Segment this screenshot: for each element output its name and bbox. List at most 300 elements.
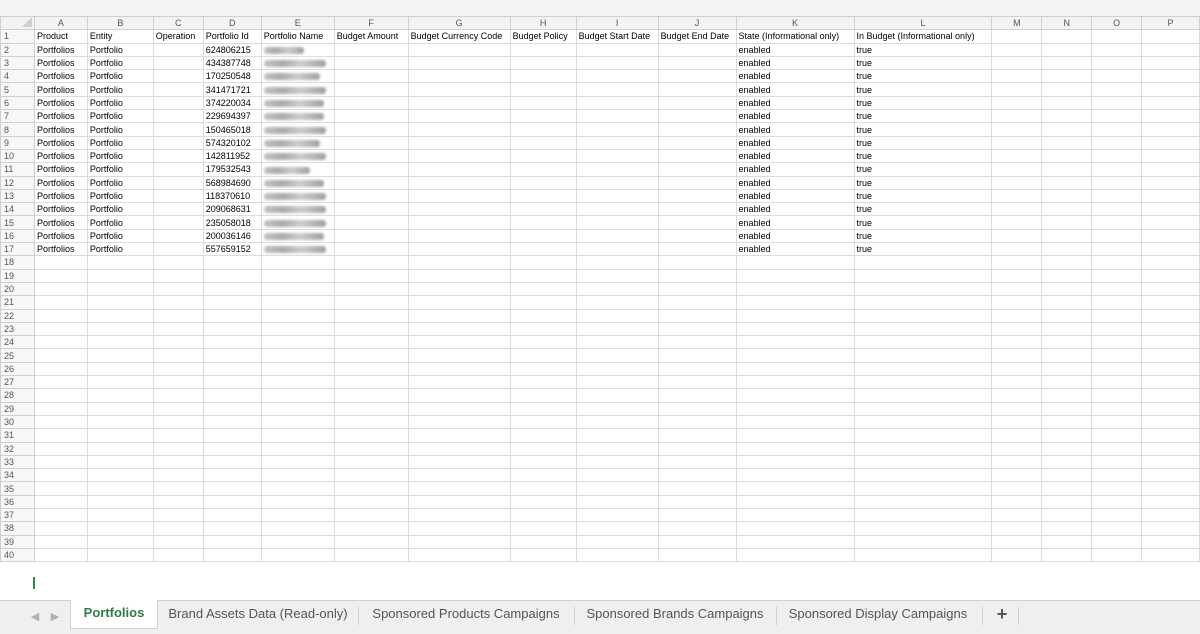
cell[interactable] — [992, 269, 1042, 282]
cell[interactable] — [1092, 83, 1142, 96]
cell[interactable] — [736, 508, 854, 521]
cell[interactable] — [1092, 282, 1142, 295]
cell[interactable] — [34, 495, 87, 508]
cell[interactable] — [34, 362, 87, 375]
row-header[interactable]: 37 — [1, 508, 35, 521]
cell[interactable] — [510, 415, 576, 428]
cell[interactable]: Portfolios — [34, 43, 87, 56]
cell[interactable] — [408, 535, 510, 548]
cell[interactable] — [576, 349, 658, 362]
cell[interactable]: Portfolio — [87, 176, 153, 189]
cell[interactable] — [658, 522, 736, 535]
cell[interactable] — [736, 442, 854, 455]
cell[interactable] — [576, 469, 658, 482]
cell[interactable] — [510, 203, 576, 216]
cell[interactable] — [510, 522, 576, 535]
cell[interactable] — [87, 455, 153, 468]
cell[interactable] — [34, 282, 87, 295]
cell[interactable] — [1092, 203, 1142, 216]
cell[interactable]: Product — [34, 30, 87, 43]
cell[interactable] — [261, 336, 334, 349]
cell[interactable] — [658, 442, 736, 455]
cell[interactable] — [203, 455, 261, 468]
cell[interactable] — [334, 123, 408, 136]
row-header[interactable]: 5 — [1, 83, 35, 96]
cell[interactable] — [153, 349, 203, 362]
cell[interactable] — [992, 402, 1042, 415]
cell[interactable] — [34, 296, 87, 309]
row-header[interactable]: 4 — [1, 70, 35, 83]
cell[interactable]: Portfolio — [87, 149, 153, 162]
cell[interactable] — [334, 216, 408, 229]
cell[interactable] — [736, 362, 854, 375]
cell[interactable] — [658, 70, 736, 83]
cell[interactable]: Entity — [87, 30, 153, 43]
cell[interactable]: enabled — [736, 136, 854, 149]
cell[interactable] — [576, 535, 658, 548]
cell[interactable] — [261, 389, 334, 402]
cell[interactable] — [854, 522, 992, 535]
cell[interactable] — [1042, 535, 1092, 548]
cell[interactable] — [576, 495, 658, 508]
cell[interactable] — [1142, 296, 1200, 309]
prev-sheet-arrow-icon[interactable]: ◀ — [30, 611, 40, 623]
cell[interactable] — [1092, 389, 1142, 402]
cell[interactable] — [854, 508, 992, 521]
cell[interactable]: Portfolio — [87, 110, 153, 123]
cell[interactable] — [334, 256, 408, 269]
cell[interactable] — [992, 70, 1042, 83]
cell[interactable] — [261, 429, 334, 442]
column-header[interactable]: K — [736, 17, 854, 30]
row-header[interactable]: 28 — [1, 389, 35, 402]
cell[interactable]: true — [854, 83, 992, 96]
cell[interactable] — [1142, 482, 1200, 495]
cell[interactable] — [34, 309, 87, 322]
cell[interactable] — [576, 402, 658, 415]
cell[interactable] — [408, 455, 510, 468]
cell[interactable] — [1142, 56, 1200, 69]
cell[interactable] — [408, 203, 510, 216]
cell[interactable] — [87, 336, 153, 349]
cell[interactable] — [87, 535, 153, 548]
cell[interactable]: enabled — [736, 203, 854, 216]
cell[interactable] — [87, 495, 153, 508]
cell[interactable] — [576, 309, 658, 322]
cell[interactable] — [510, 469, 576, 482]
cell[interactable]: true — [854, 110, 992, 123]
cell[interactable] — [1142, 322, 1200, 335]
cell[interactable] — [510, 282, 576, 295]
row-header[interactable]: 30 — [1, 415, 35, 428]
cell[interactable] — [34, 442, 87, 455]
cell[interactable]: In Budget (Informational only) — [854, 30, 992, 43]
row-header[interactable]: 10 — [1, 149, 35, 162]
cell[interactable] — [408, 83, 510, 96]
cell[interactable] — [1092, 256, 1142, 269]
cell[interactable] — [1092, 482, 1142, 495]
cell[interactable]: 209068631 — [203, 203, 261, 216]
cell[interactable]: 341471721 — [203, 83, 261, 96]
redacted-portfolio-name[interactable] — [261, 216, 334, 229]
cell[interactable] — [736, 535, 854, 548]
cell[interactable] — [658, 415, 736, 428]
cell[interactable] — [510, 548, 576, 561]
cell[interactable] — [992, 508, 1042, 521]
cell[interactable] — [203, 469, 261, 482]
cell[interactable] — [1042, 30, 1092, 43]
cell[interactable] — [736, 282, 854, 295]
cell[interactable]: enabled — [736, 123, 854, 136]
cell[interactable] — [153, 96, 203, 109]
cell[interactable] — [34, 322, 87, 335]
cell[interactable] — [153, 149, 203, 162]
cell[interactable] — [153, 469, 203, 482]
cell[interactable] — [736, 469, 854, 482]
cell[interactable] — [87, 429, 153, 442]
cell[interactable] — [992, 376, 1042, 389]
cell[interactable] — [334, 83, 408, 96]
cell[interactable] — [153, 189, 203, 202]
cell[interactable] — [854, 362, 992, 375]
cell[interactable]: enabled — [736, 229, 854, 242]
cell[interactable] — [334, 495, 408, 508]
cell[interactable]: 235058018 — [203, 216, 261, 229]
row-header[interactable]: 3 — [1, 56, 35, 69]
cell[interactable] — [992, 469, 1042, 482]
redacted-portfolio-name[interactable] — [261, 163, 334, 176]
cell[interactable] — [1042, 508, 1092, 521]
cell[interactable]: true — [854, 56, 992, 69]
cell[interactable] — [1092, 508, 1142, 521]
cell[interactable] — [736, 336, 854, 349]
cell[interactable]: Portfolio — [87, 123, 153, 136]
tab-portfolios[interactable]: Portfolios — [70, 600, 158, 629]
cell[interactable]: 142811952 — [203, 149, 261, 162]
cell[interactable] — [736, 269, 854, 282]
cell[interactable] — [992, 83, 1042, 96]
cell[interactable] — [992, 243, 1042, 256]
cell[interactable] — [658, 189, 736, 202]
cell[interactable]: enabled — [736, 243, 854, 256]
cell[interactable] — [1092, 149, 1142, 162]
cell[interactable] — [1042, 229, 1092, 242]
cell[interactable] — [510, 349, 576, 362]
cell[interactable] — [1142, 136, 1200, 149]
cell[interactable] — [334, 376, 408, 389]
cell[interactable] — [1142, 402, 1200, 415]
column-header[interactable]: I — [576, 17, 658, 30]
cell[interactable] — [334, 163, 408, 176]
cell[interactable] — [153, 362, 203, 375]
cell[interactable] — [576, 229, 658, 242]
cell[interactable]: Portfolio — [87, 56, 153, 69]
row-header[interactable]: 27 — [1, 376, 35, 389]
cell[interactable] — [1092, 163, 1142, 176]
cell[interactable] — [87, 376, 153, 389]
cell[interactable] — [1042, 110, 1092, 123]
cell[interactable] — [153, 243, 203, 256]
cell[interactable] — [576, 43, 658, 56]
cell[interactable] — [1042, 282, 1092, 295]
cell[interactable] — [408, 136, 510, 149]
cell[interactable] — [87, 442, 153, 455]
cell[interactable] — [1092, 376, 1142, 389]
cell[interactable] — [1092, 336, 1142, 349]
cell[interactable] — [658, 336, 736, 349]
cell[interactable] — [510, 123, 576, 136]
cell[interactable]: Portfolio — [87, 203, 153, 216]
cell[interactable] — [854, 455, 992, 468]
row-header[interactable]: 36 — [1, 495, 35, 508]
cell[interactable] — [576, 189, 658, 202]
row-header[interactable]: 31 — [1, 429, 35, 442]
cell[interactable] — [510, 189, 576, 202]
row-header[interactable]: 2 — [1, 43, 35, 56]
cell[interactable]: Portfolios — [34, 203, 87, 216]
cell[interactable] — [153, 216, 203, 229]
cell[interactable] — [576, 203, 658, 216]
cell[interactable] — [510, 296, 576, 309]
cell[interactable] — [153, 376, 203, 389]
row-header[interactable]: 26 — [1, 362, 35, 375]
cell[interactable] — [1092, 136, 1142, 149]
cell[interactable] — [658, 495, 736, 508]
cell[interactable] — [334, 110, 408, 123]
cell[interactable] — [658, 296, 736, 309]
cell[interactable] — [658, 389, 736, 402]
cell[interactable]: true — [854, 216, 992, 229]
cell[interactable]: 170250548 — [203, 70, 261, 83]
cell[interactable] — [1142, 189, 1200, 202]
cell[interactable] — [87, 548, 153, 561]
cell[interactable] — [408, 56, 510, 69]
cell[interactable] — [408, 149, 510, 162]
cell[interactable] — [1092, 123, 1142, 136]
cell[interactable] — [992, 110, 1042, 123]
cell[interactable]: Budget Currency Code — [408, 30, 510, 43]
redacted-portfolio-name[interactable] — [261, 56, 334, 69]
cell[interactable] — [334, 336, 408, 349]
cell[interactable]: true — [854, 189, 992, 202]
cell[interactable] — [408, 322, 510, 335]
cell[interactable]: true — [854, 243, 992, 256]
cell[interactable] — [510, 43, 576, 56]
cell[interactable] — [658, 176, 736, 189]
cell[interactable]: Portfolio — [87, 243, 153, 256]
cell[interactable]: true — [854, 43, 992, 56]
cell[interactable] — [1042, 415, 1092, 428]
cell[interactable]: Portfolio — [87, 189, 153, 202]
row-header[interactable]: 32 — [1, 442, 35, 455]
cell[interactable] — [854, 269, 992, 282]
cell[interactable] — [576, 96, 658, 109]
cell[interactable] — [510, 535, 576, 548]
cell[interactable]: Portfolios — [34, 149, 87, 162]
tab-sponsored-products-campaigns[interactable]: Sponsored Products Campaigns — [372, 606, 560, 621]
cell[interactable]: Budget Amount — [334, 30, 408, 43]
cell[interactable] — [34, 508, 87, 521]
cell[interactable] — [1092, 269, 1142, 282]
cell[interactable] — [408, 309, 510, 322]
cell[interactable] — [510, 256, 576, 269]
tab-sponsored-brands-campaigns[interactable]: Sponsored Brands Campaigns — [586, 606, 764, 621]
cell[interactable] — [87, 256, 153, 269]
cell[interactable] — [854, 256, 992, 269]
row-header[interactable]: 18 — [1, 256, 35, 269]
column-header[interactable]: E — [261, 17, 334, 30]
cell[interactable] — [334, 176, 408, 189]
cell[interactable] — [576, 123, 658, 136]
cell[interactable] — [87, 282, 153, 295]
cell[interactable] — [510, 56, 576, 69]
cell[interactable] — [1092, 96, 1142, 109]
cell[interactable]: Portfolio — [87, 43, 153, 56]
cell[interactable] — [1142, 229, 1200, 242]
row-header[interactable]: 19 — [1, 269, 35, 282]
cell[interactable] — [153, 296, 203, 309]
cell[interactable] — [658, 136, 736, 149]
cell[interactable] — [203, 508, 261, 521]
cell[interactable] — [1142, 376, 1200, 389]
cell[interactable] — [510, 176, 576, 189]
cell[interactable] — [153, 269, 203, 282]
cell[interactable] — [854, 535, 992, 548]
cell[interactable] — [203, 522, 261, 535]
cell[interactable] — [992, 389, 1042, 402]
cell[interactable] — [658, 349, 736, 362]
cell[interactable] — [1092, 349, 1142, 362]
cell[interactable] — [34, 482, 87, 495]
cell[interactable]: State (Informational only) — [736, 30, 854, 43]
cell[interactable] — [1142, 96, 1200, 109]
row-header[interactable]: 6 — [1, 96, 35, 109]
cell[interactable] — [408, 495, 510, 508]
cell[interactable] — [1092, 309, 1142, 322]
cell[interactable] — [261, 548, 334, 561]
cell[interactable] — [1042, 495, 1092, 508]
cell[interactable] — [34, 522, 87, 535]
row-header[interactable]: 25 — [1, 349, 35, 362]
cell[interactable] — [1042, 402, 1092, 415]
cell[interactable] — [203, 336, 261, 349]
cell[interactable] — [658, 535, 736, 548]
cell[interactable] — [658, 243, 736, 256]
cell[interactable]: 118370610 — [203, 189, 261, 202]
cell[interactable]: Portfolio — [87, 96, 153, 109]
cell[interactable] — [658, 110, 736, 123]
cell[interactable] — [1092, 176, 1142, 189]
cell[interactable] — [261, 442, 334, 455]
cell[interactable] — [736, 389, 854, 402]
cell[interactable] — [408, 296, 510, 309]
cell[interactable] — [736, 309, 854, 322]
cell[interactable] — [87, 482, 153, 495]
cell[interactable] — [1142, 522, 1200, 535]
cell[interactable] — [408, 123, 510, 136]
cell[interactable]: Portfolios — [34, 229, 87, 242]
cell[interactable] — [736, 349, 854, 362]
cell[interactable] — [510, 402, 576, 415]
cell[interactable] — [1092, 110, 1142, 123]
cell[interactable] — [1042, 469, 1092, 482]
tab-sponsored-display-campaigns[interactable]: Sponsored Display Campaigns — [788, 606, 968, 621]
row-header[interactable]: 7 — [1, 110, 35, 123]
row-header[interactable]: 40 — [1, 548, 35, 561]
row-header[interactable]: 34 — [1, 469, 35, 482]
cell[interactable] — [87, 402, 153, 415]
cell[interactable] — [1142, 309, 1200, 322]
cell[interactable] — [261, 282, 334, 295]
cell[interactable] — [87, 389, 153, 402]
cell[interactable] — [153, 389, 203, 402]
cell[interactable] — [992, 123, 1042, 136]
cell[interactable] — [1142, 389, 1200, 402]
cell[interactable] — [1142, 535, 1200, 548]
cell[interactable] — [1042, 136, 1092, 149]
cell[interactable] — [992, 229, 1042, 242]
cell[interactable] — [408, 243, 510, 256]
cell[interactable] — [34, 548, 87, 561]
cell[interactable] — [87, 415, 153, 428]
cell[interactable] — [1092, 442, 1142, 455]
cell[interactable] — [510, 482, 576, 495]
column-header[interactable]: H — [510, 17, 576, 30]
cell[interactable]: enabled — [736, 43, 854, 56]
cell[interactable]: 150465018 — [203, 123, 261, 136]
cell[interactable] — [334, 203, 408, 216]
column-header[interactable]: G — [408, 17, 510, 30]
cell[interactable] — [1142, 43, 1200, 56]
cell[interactable] — [854, 376, 992, 389]
cell[interactable] — [334, 229, 408, 242]
cell[interactable] — [510, 70, 576, 83]
cell[interactable] — [1042, 309, 1092, 322]
cell[interactable] — [510, 229, 576, 242]
cell[interactable] — [334, 429, 408, 442]
cell[interactable] — [153, 322, 203, 335]
cell[interactable] — [658, 269, 736, 282]
cell[interactable] — [992, 442, 1042, 455]
cell[interactable] — [87, 296, 153, 309]
cell[interactable] — [510, 429, 576, 442]
column-header[interactable]: P — [1142, 17, 1200, 30]
redacted-portfolio-name[interactable] — [261, 136, 334, 149]
cell[interactable] — [408, 96, 510, 109]
cell[interactable] — [576, 322, 658, 335]
cell[interactable] — [1142, 508, 1200, 521]
cell[interactable]: 434387748 — [203, 56, 261, 69]
cell[interactable] — [261, 495, 334, 508]
cell[interactable] — [153, 402, 203, 415]
cell[interactable] — [261, 322, 334, 335]
cell[interactable] — [1092, 495, 1142, 508]
cell[interactable] — [576, 429, 658, 442]
cell[interactable] — [408, 469, 510, 482]
add-sheet-button[interactable]: + — [996, 604, 1008, 624]
select-all-corner[interactable] — [1, 17, 35, 30]
cell[interactable] — [576, 216, 658, 229]
row-header[interactable]: 22 — [1, 309, 35, 322]
cell[interactable] — [992, 415, 1042, 428]
cell[interactable] — [1042, 123, 1092, 136]
cell[interactable] — [203, 535, 261, 548]
cell[interactable] — [203, 322, 261, 335]
cell[interactable] — [1042, 243, 1092, 256]
cell[interactable]: true — [854, 70, 992, 83]
cell[interactable] — [1142, 110, 1200, 123]
cell[interactable] — [408, 163, 510, 176]
